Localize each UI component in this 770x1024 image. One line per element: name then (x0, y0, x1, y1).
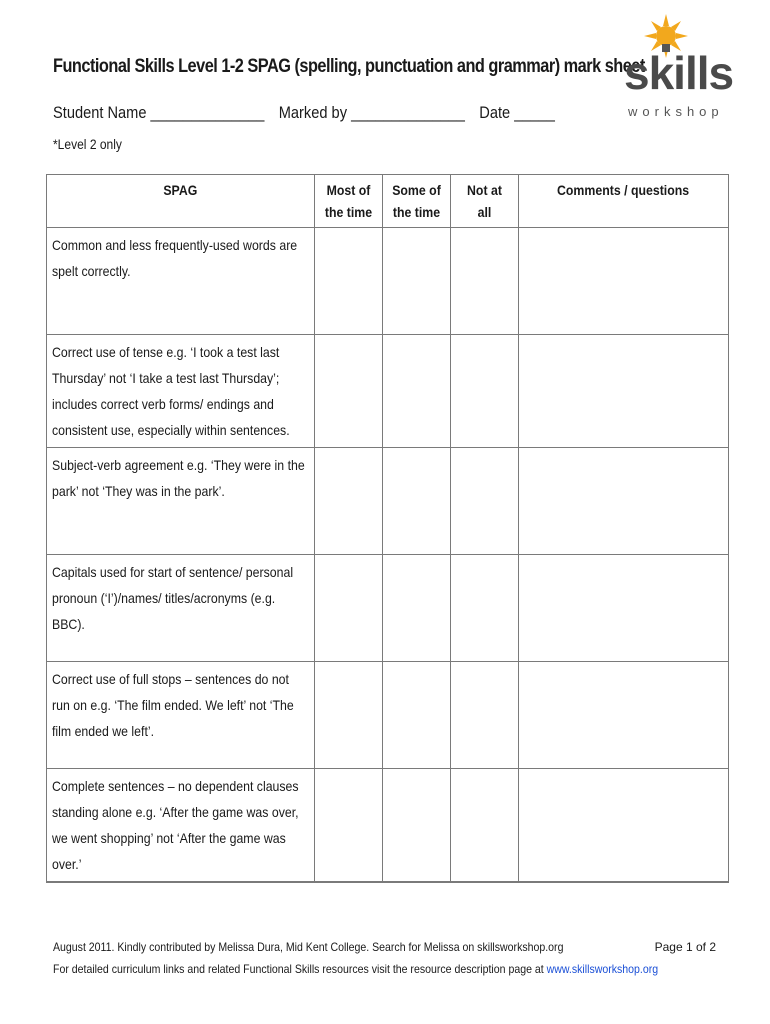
level-note: *Level 2 only (53, 136, 122, 152)
criterion-cell: Correct use of tense e.g. ‘I took a test last Thursday’ not ‘I take a test last Thursday’; includes correct verb forms/ endings and consistent use, especially within sentences. (47, 335, 315, 448)
criterion-cell: Correct use of full stops – sentences do not run on e.g. ‘The film ended. We left’ not ‘The film ended we left’. (47, 662, 315, 769)
spag-mark-table (46, 174, 729, 883)
table-row (47, 448, 729, 555)
logo-subtext: workshop (628, 104, 724, 119)
not-at-all-cell[interactable] (451, 769, 519, 883)
col-header-not-at-all: Not at all (451, 175, 519, 228)
table-row (47, 555, 729, 662)
table-row (47, 335, 729, 448)
most-cell[interactable] (315, 555, 383, 662)
some-cell[interactable] (383, 335, 451, 448)
table-row (47, 769, 729, 883)
not-at-all-cell[interactable] (451, 448, 519, 555)
not-at-all-cell[interactable] (451, 662, 519, 769)
page-number: Page 1 of 2 (654, 940, 716, 954)
not-at-all-cell[interactable] (451, 555, 519, 662)
not-at-all-cell[interactable] (451, 228, 519, 335)
col-header-comments: Comments / questions (519, 175, 729, 228)
comments-cell[interactable] (519, 335, 729, 448)
table-row (47, 662, 729, 769)
some-cell[interactable] (383, 228, 451, 335)
some-cell[interactable] (383, 555, 451, 662)
col-header-some: Some of the time (383, 175, 451, 228)
criterion-cell: Complete sentences – no dependent clauses standing alone e.g. ‘After the game was over, we went shopping’ not ‘After the game was over.’ (47, 769, 315, 883)
logo-word: skills (624, 47, 734, 99)
marked-by-field[interactable]: Marked by ______________ (278, 103, 465, 122)
criterion-cell: Subject-verb agreement e.g. ‘They were in the park’ not ‘They was in the park’. (47, 448, 315, 555)
most-cell[interactable] (315, 335, 383, 448)
most-cell[interactable] (315, 448, 383, 555)
some-cell[interactable] (383, 662, 451, 769)
date-field[interactable]: Date _____ (479, 103, 555, 122)
footer-resources: For detailed curriculum links and related Functional Skills resources visit the resource description page at www.skillsworkshop.org (53, 962, 659, 976)
col-header-most: Most of the time (315, 175, 383, 228)
student-name-field[interactable]: Student Name ______________ (53, 103, 265, 122)
table-row (47, 228, 729, 335)
criterion-cell: Capitals used for start of sentence/ personal pronoun (‘I’)/names/ titles/acronyms (e.g. BBC). (47, 555, 315, 662)
skills-workshop-logo (618, 12, 734, 124)
comments-cell[interactable] (519, 448, 729, 555)
skillsworkshop-link[interactable]: www.skillsworkshop.org (546, 962, 659, 976)
comments-cell[interactable] (519, 228, 729, 335)
most-cell[interactable] (315, 769, 383, 883)
student-info-line (53, 103, 565, 123)
footer-credit: August 2011. Kindly contributed by Melissa Dura, Mid Kent College. Search for Melissa on skillsworkshop.org (53, 940, 564, 954)
most-cell[interactable] (315, 228, 383, 335)
most-cell[interactable] (315, 662, 383, 769)
some-cell[interactable] (383, 448, 451, 555)
table-header-row (47, 175, 729, 228)
criterion-cell: Common and less frequently-used words are spelt correctly. (47, 228, 315, 335)
col-header-spag: SPAG (47, 175, 315, 228)
footer (53, 936, 658, 980)
comments-cell[interactable] (519, 662, 729, 769)
not-at-all-cell[interactable] (451, 335, 519, 448)
some-cell[interactable] (383, 769, 451, 883)
page-title: Functional Skills Level 1-2 SPAG (spelling, punctuation and grammar) mark sheet (53, 56, 645, 77)
comments-cell[interactable] (519, 769, 729, 883)
comments-cell[interactable] (519, 555, 729, 662)
